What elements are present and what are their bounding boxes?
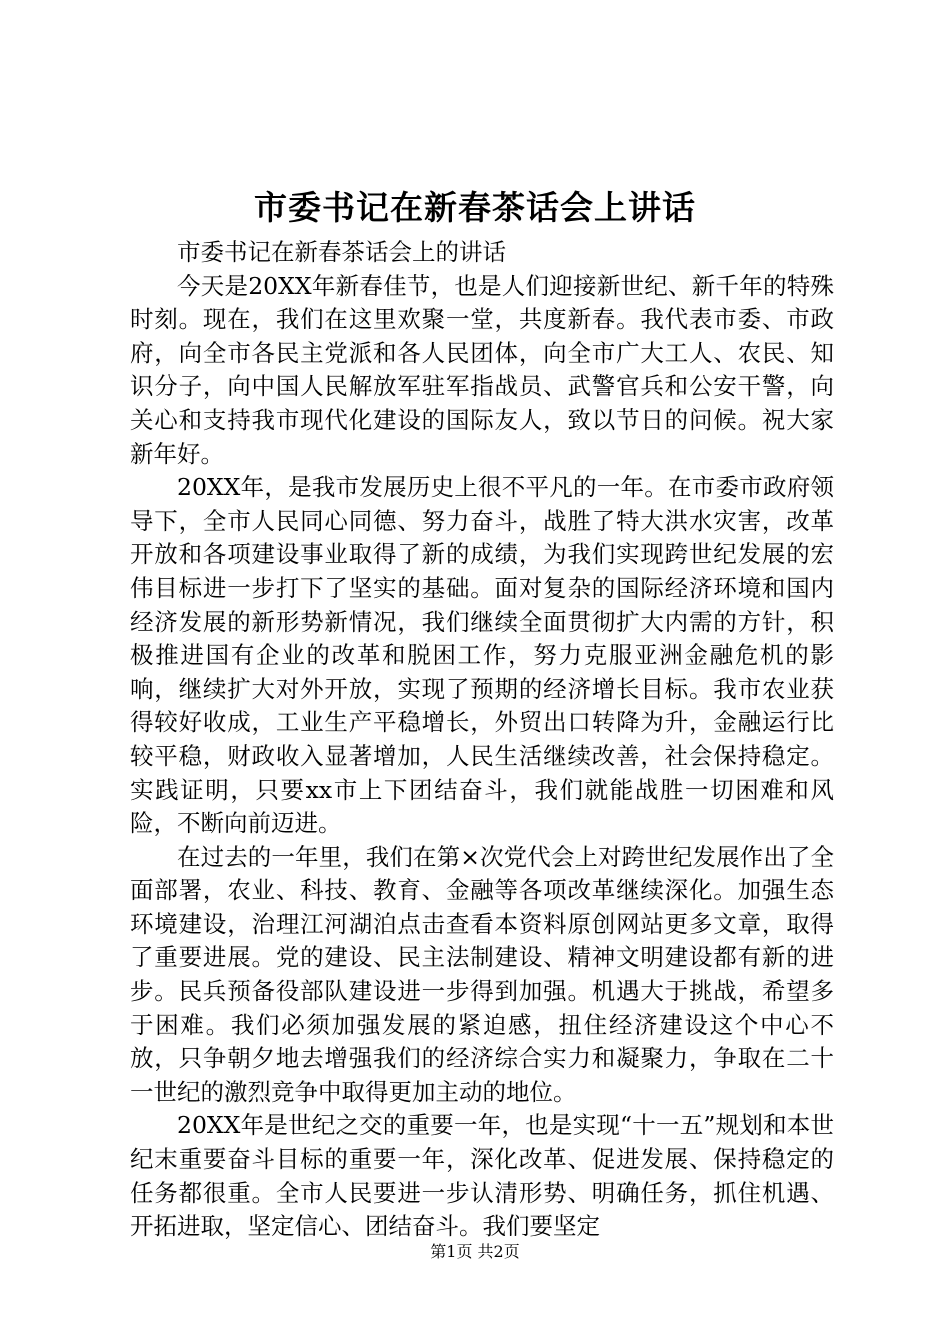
body-paragraph: 20XX年，是我市发展历史上很不平凡的一年。在市委市政府领导下，全市人民同心同德、努力奋斗，战胜了特大洪水灾害，改革开放和各项建设事业取得了新的成绩，为我们实现跨世纪发展的宏伟目标进一步打下了坚实的基础。面对复杂的国际经济环境和国内经济发展的新形势新情况，我们继续全面贯彻扩大内需的方针，积极推进国有企业的改革和脱困工作，努力克服亚洲金融危机的影响，继续扩大对外开放，实现了预期的经济增长目标。我市农业获得较好收成，工业生产平稳增长，外贸出口转降为升，金融运行比较平稳，财政收入显著增加，人民生活继续改善，社会保持稳定。实践证明，只要xx市上下团结奋斗，我们就能战胜一切困难和风险，不断向前迈进。 xyxy=(130,473,834,838)
document-body xyxy=(130,236,834,1244)
subtitle-paragraph: 市委书记在新春茶话会上的讲话 xyxy=(177,238,506,266)
body-paragraph: 20XX年是世纪之交的重要一年，也是实现“十一五”规划和本世纪末重要奋斗目标的重要一年，深化改革、促进发展、保持稳定的任务都很重。全市人民要进一步认清形势、明确任务，抓住机遇、开拓进取，坚定信心、团结奋斗。我们要坚定 xyxy=(130,1111,834,1241)
body-paragraph: 在过去的一年里，我们在第×次党代会上对跨世纪发展作出了全面部署，农业、科技、教育、金融等各项改革继续深化。加强生态环境建设，治理江河湖泊点击查看本资料原创网站更多文章，取得了重要进展。党的建设、民主法制建设、精神文明建设都有新的进步。民兵预备役部队建设进一步得到加强。机遇大于挑战，希望多于困难。我们必须加强发展的紧迫感，扭住经济建设这个中心不放，只争朝夕地去增强我们的经济综合实力和凝聚力，争取在二十一世纪的激烈竞争中取得更加主动的地位。 xyxy=(130,842,834,1106)
document-title: 市委书记在新春茶话会上讲话 xyxy=(254,188,696,227)
body-paragraph: 今天是20XX年新春佳节，也是人们迎接新世纪、新千年的特殊时刻。现在，我们在这里欢聚一堂，共度新春。我代表市委、市政府，向全市各民主党派和各人民团体，向全市广大工人、农民、知识分子，向中国人民解放军驻军指战员、武警官兵和公安干警，向关心和支持我市现代化建设的国际友人，致以节日的问候。祝大家新年好。 xyxy=(130,271,834,468)
page-footer: 第1页 共2页 xyxy=(430,1242,520,1261)
